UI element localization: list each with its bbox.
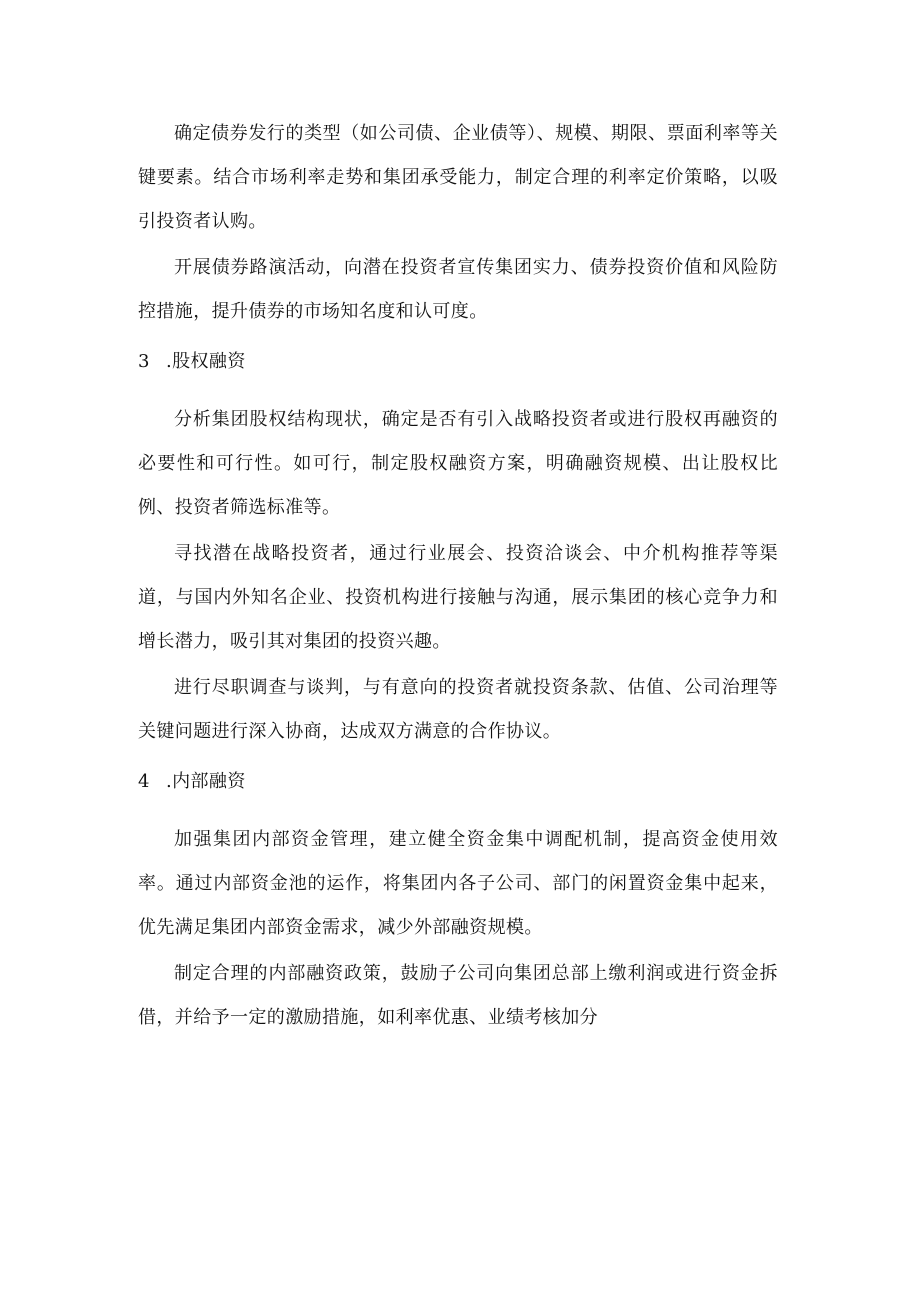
paragraph-internal-fund-management: 加强集团内部资金管理，建立健全资金集中调配机制，提高资金使用效率。通过内部资金池的运作，将集团内各子公司、部门的闲置资金集中起来，优先满足集团内部资金需求，减少外部融资规模。	[138, 829, 778, 938]
section-number: 4	[138, 771, 150, 792]
paragraph-strategic-investors: 寻找潜在战略投资者，通过行业展会、投资洽谈会、中介机构推荐等渠道，与国内外知名企业、投资机构进行接触与沟通，展示集团的核心竞争力和增长潜力，吸引其对集团的投资兴趣。	[138, 543, 778, 652]
paragraph-internal-financing-policy: 制定合理的内部融资政策，鼓励子公司向集团总部上缴利润或进行资金拆借，并给予一定的激励措施，如利率优惠、业绩考核加分	[138, 963, 778, 1028]
section-number: 3	[138, 351, 150, 372]
section-heading-internal-financing	[138, 760, 778, 804]
document-body	[138, 112, 778, 1040]
paragraph-bond-roadshow: 开展债券路演活动，向潜在投资者宣传集团实力、债券投资价值和风险防控措施，提升债券的市场知名度和认可度。	[138, 257, 778, 322]
paragraph-equity-structure-analysis: 分析集团股权结构现状，确定是否有引入战略投资者或进行股权再融资的必要性和可行性。如可行，制定股权融资方案，明确融资规模、出让股权比例、投资者筛选标准等。	[138, 409, 778, 518]
paragraph-due-diligence: 进行尽职调查与谈判，与有意向的投资者就投资条款、估值、公司治理等关键问题进行深入协商，达成双方满意的合作协议。	[138, 677, 778, 742]
section-title: .股权融资	[166, 351, 246, 372]
paragraph-bond-issuance-elements: 确定债券发行的类型（如公司债、企业债等）、规模、期限、票面利率等关键要素。结合市场利率走势和集团承受能力，制定合理的利率定价策略，以吸引投资者认购。	[138, 123, 778, 232]
section-title: .内部融资	[166, 771, 246, 792]
section-heading-equity-financing	[138, 340, 778, 384]
